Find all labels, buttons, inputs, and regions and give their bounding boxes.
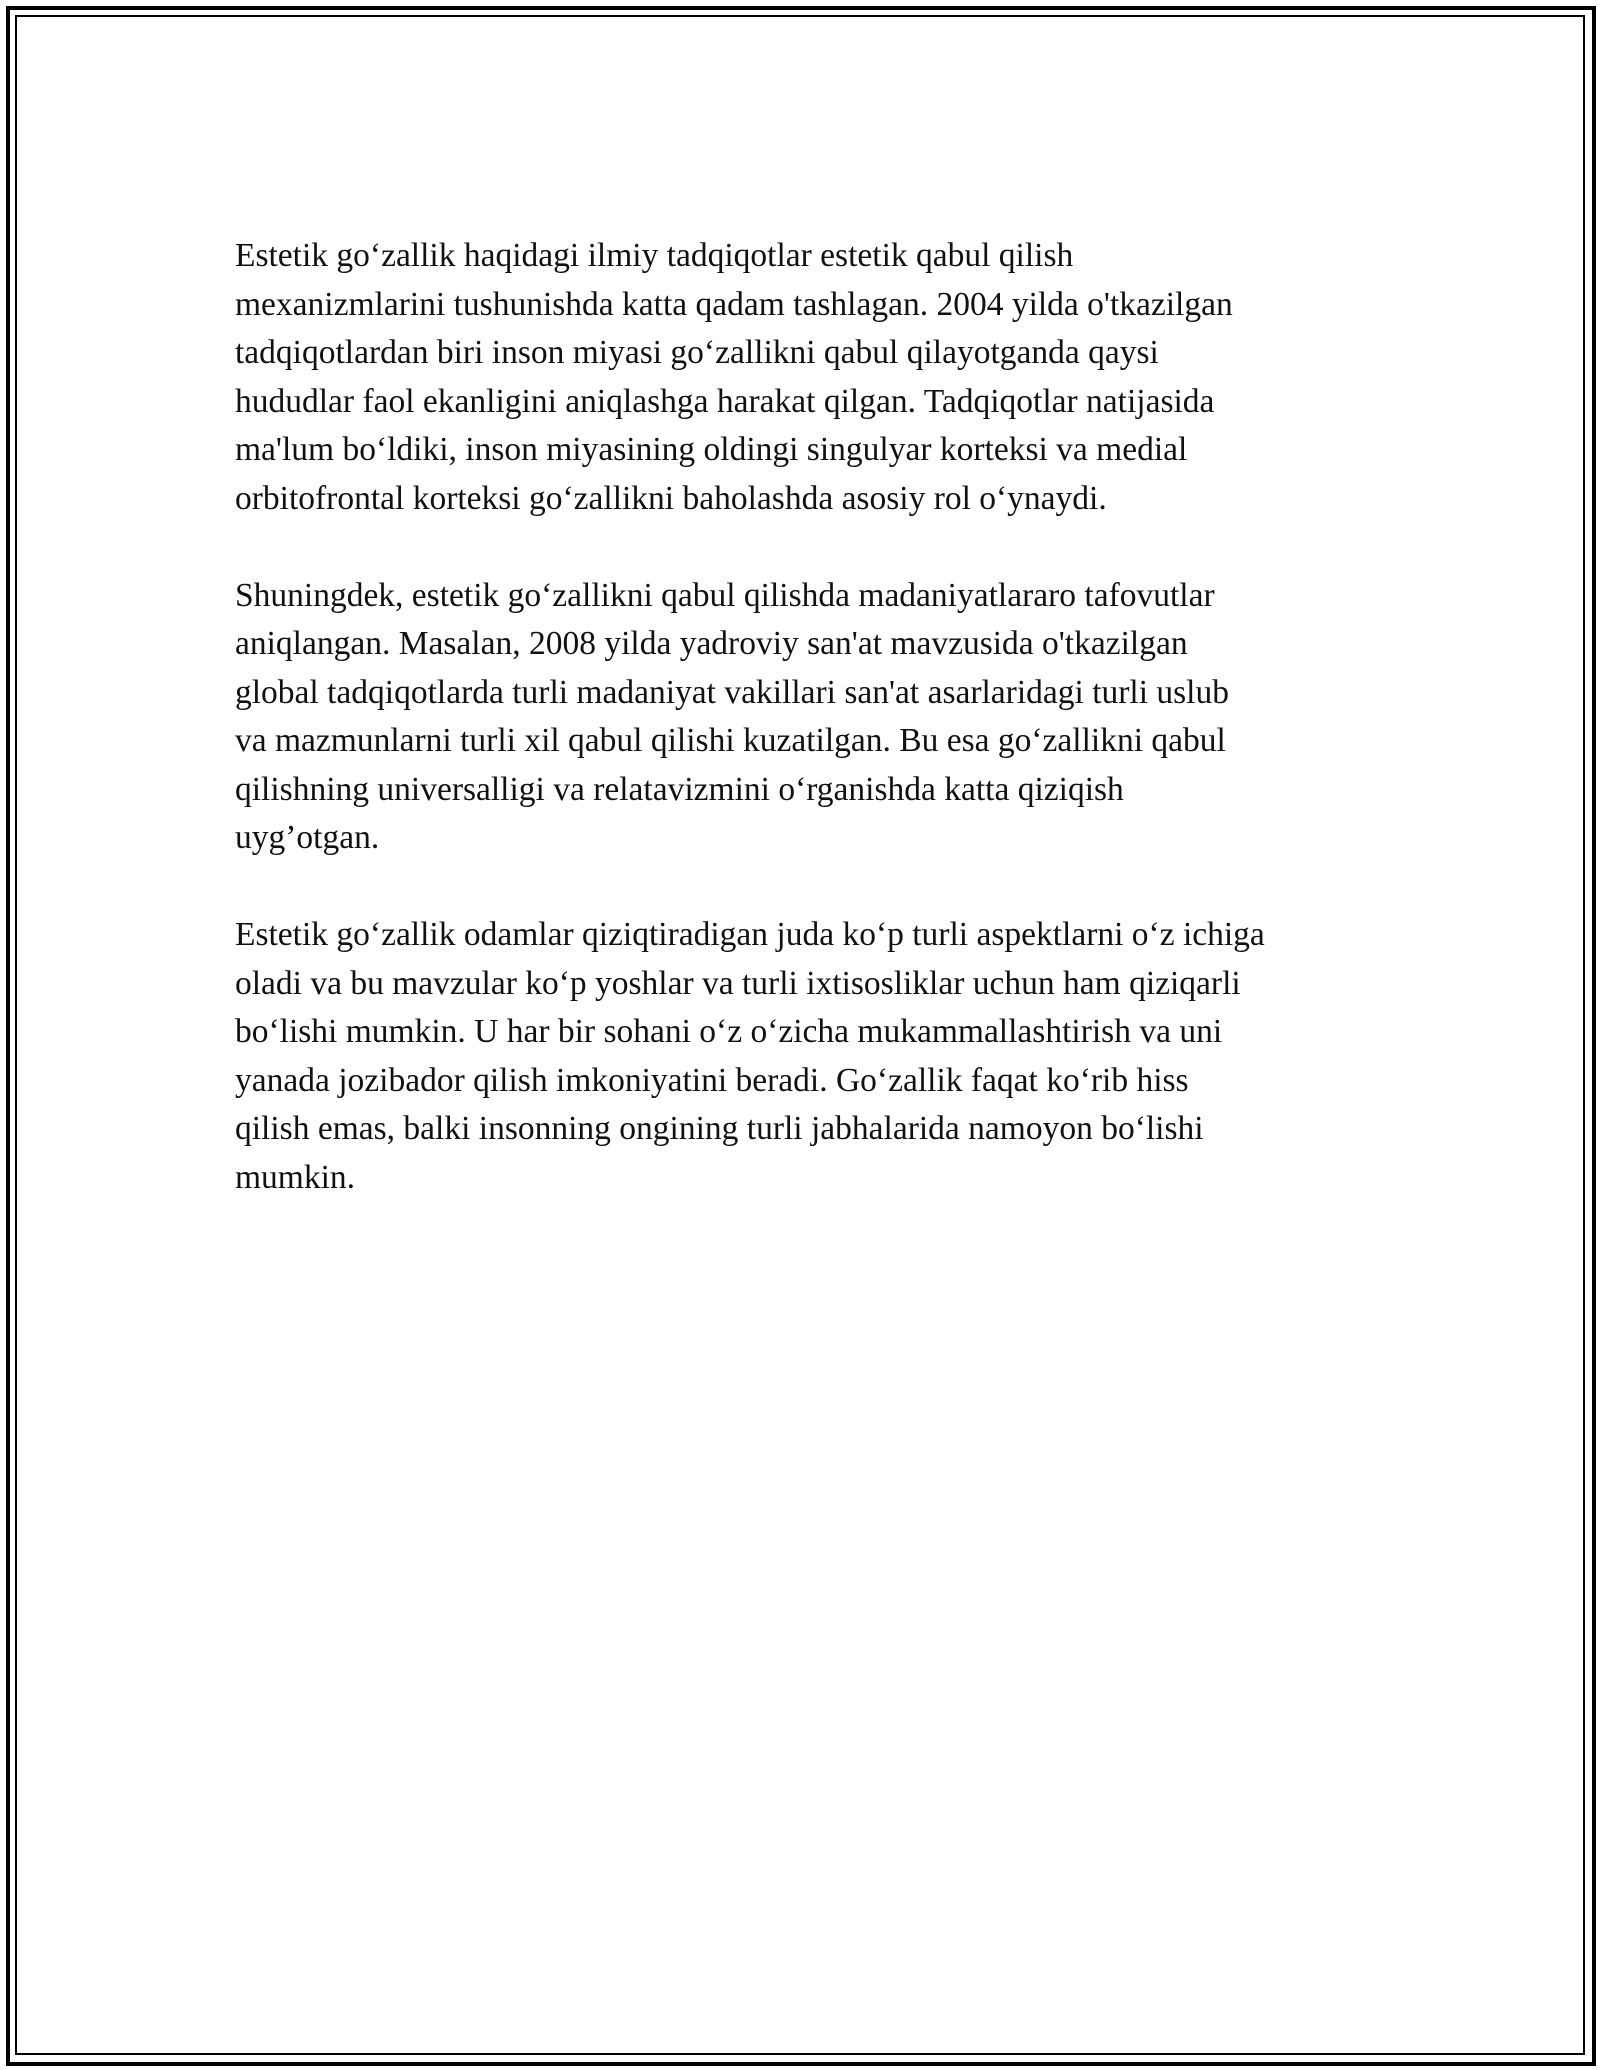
paragraph-2: Shuningdek, estetik go‘zallikni qabul qilishda madaniyatlararo tafovutlar aniqlangan. Masalan, 2008 yilda yadroviy san'at mavzusida o'tkazilgan global tadqiqotlarda turli madaniyat vakillari san'at asarlaridagi turli uslub va mazmunlarni turli xil qabul qilishi kuzatilgan. Bu esa go‘zallikni qabul qilishning universalligi va relatavizmini o‘rganishda katta qiziqish uyg’otgan. [235, 576, 1229, 856]
paragraph-1: Estetik go‘zallik haqidagi ilmiy tadqiqotlar estetik qabul qilish mexanizmlarini tushunishda katta qadam tashlagan. 2004 yilda o'tkazilgan tadqiqotlardan biri inson miyasi go‘zallikni qabul qilayotganda qaysi hududlar faol ekanligini aniqlashga harakat qilgan. Tadqiqotlar natijasida ma'lum bo‘ldiki, inson miyasining oldingi singulyar korteksi va medial orbitofrontal korteksi go‘zallikni baholashda asosiy rol o‘ynaydi. [235, 237, 1233, 517]
paragraph-3: Estetik go‘zallik odamlar qiziqtiradigan juda ko‘p turli aspektlarni o‘z ichiga oladi va bu mavzular ko‘p yoshlar va turli ixtisosliklar uchun ham qiziqarli bo‘lishi mumkin. U har bir sohani o‘z o‘zicha mukammallashtirish va uni yanada jozibador qilish imkoniyatini beradi. Go‘zallik faqat ko‘rib hiss qilish emas, balki insonning ongining turli jabhalarida namoyon bo‘lishi mumkin. [235, 916, 1265, 1196]
document-body [235, 232, 1375, 1251]
